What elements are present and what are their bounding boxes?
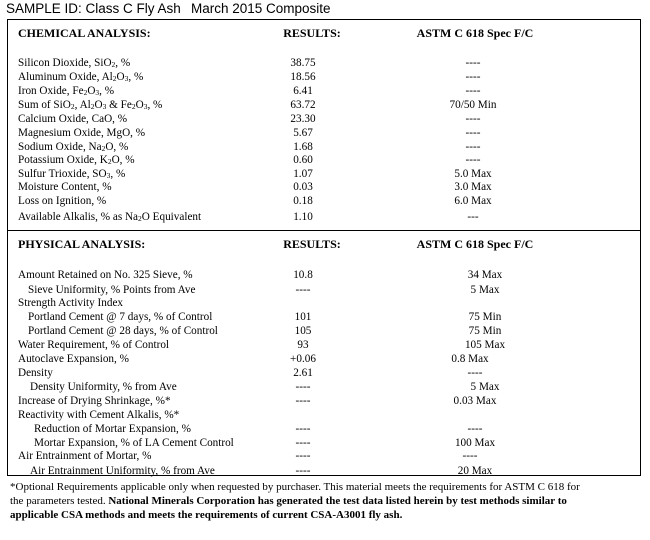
physical-row-label: Strength Activity Index bbox=[18, 297, 124, 309]
chemical-row-label bbox=[18, 168, 125, 181]
physical-row-label: Reactivity with Cement Alkalis, %* bbox=[18, 409, 180, 421]
footnote-line-2 bbox=[10, 494, 640, 508]
label-text: Loss on Ignition, % bbox=[18, 195, 107, 207]
physical-row-result: ---- bbox=[295, 465, 311, 477]
physical-row-label: Sieve Uniformity, % Points from Ave bbox=[28, 284, 196, 296]
label-text: Potassium Oxide, K bbox=[18, 154, 108, 166]
label-text: , % bbox=[115, 57, 131, 69]
physical-row-result: 10.8 bbox=[293, 269, 313, 281]
formula-subscript: 3 bbox=[124, 74, 129, 83]
formula-subscript: 2 bbox=[112, 74, 117, 83]
formula-subscript: 3 bbox=[143, 102, 148, 111]
footnote-line-2-normal: the parameters tested. bbox=[10, 495, 109, 507]
physical-analysis-title: PHYSICAL ANALYSIS: bbox=[18, 237, 146, 251]
physical-row-spec: 105 Max bbox=[464, 339, 506, 351]
chemical-row-label bbox=[18, 57, 130, 70]
physical-row-spec: 5 Max bbox=[470, 381, 500, 393]
physical-row-label: Portland Cement @ 7 days, % of Control bbox=[28, 311, 213, 323]
physical-row-spec: ---- bbox=[462, 450, 478, 462]
physical-row-spec: ---- bbox=[467, 367, 483, 379]
label-text: O bbox=[135, 99, 144, 111]
physical-row-spec: 0.8 Max bbox=[451, 353, 489, 365]
physical-row-result: ---- bbox=[295, 437, 311, 449]
chemical-row-spec: 5.0 Max bbox=[454, 168, 492, 180]
chemical-row-result: 63.72 bbox=[290, 99, 316, 111]
label-text: O, % bbox=[111, 154, 135, 166]
physical-row-result: 93 bbox=[297, 339, 309, 351]
physical-row-label: Portland Cement @ 28 days, % of Control bbox=[28, 325, 218, 337]
footnote-line-3: applicable CSA methods and meets the requirements of current CSA-A3001 fly ash. bbox=[10, 509, 403, 521]
label-text: , Al bbox=[74, 99, 91, 111]
label-text: , % bbox=[110, 168, 126, 180]
physical-row-result: 2.61 bbox=[293, 367, 313, 379]
sample-id: SAMPLE ID: Class C Fly Ash bbox=[6, 1, 181, 16]
physical-row-result: ---- bbox=[295, 381, 311, 393]
chemical-row-result: 0.60 bbox=[293, 154, 313, 166]
physical-row-result: +0.06 bbox=[290, 353, 316, 365]
chemical-results-header: RESULTS: bbox=[283, 26, 341, 40]
chemical-row-spec: ---- bbox=[465, 85, 481, 97]
physical-row-result: ---- bbox=[295, 450, 311, 462]
chemical-row-result: 1.10 bbox=[293, 211, 313, 223]
chemical-row-label bbox=[18, 99, 162, 112]
formula-subscript: 2 bbox=[131, 102, 136, 111]
physical-row-label: Autoclave Expansion, % bbox=[18, 353, 129, 365]
formula-subscript: 3 bbox=[106, 171, 111, 180]
chemical-row-result: 23.30 bbox=[290, 113, 316, 125]
physical-row-label: Amount Retained on No. 325 Sieve, % bbox=[18, 269, 193, 281]
label-text: Iron Oxide, Fe bbox=[18, 85, 84, 97]
label-text: O bbox=[116, 71, 125, 83]
formula-subscript: 2 bbox=[101, 144, 106, 153]
physical-row-label: Density Uniformity, % from Ave bbox=[30, 381, 177, 393]
physical-row-result: 105 bbox=[294, 325, 312, 337]
label-text: Sulfur Trioxide, SO bbox=[18, 168, 107, 180]
label-text: Aluminum Oxide, Al bbox=[18, 71, 113, 83]
chemical-row-label bbox=[18, 71, 143, 84]
physical-row-spec: 34 Max bbox=[467, 269, 503, 281]
chemical-row-spec: 70/50 Min bbox=[449, 99, 497, 111]
formula-subscript: 2 bbox=[90, 102, 95, 111]
report-header bbox=[6, 1, 331, 16]
footnote-line-2-bold: National Minerals Corporation has generated the test data listed herein by test methods similar to bbox=[108, 495, 567, 507]
label-text: O bbox=[94, 99, 103, 111]
label-text: Sum of SiO bbox=[18, 99, 71, 111]
label-text: O, % bbox=[105, 141, 129, 153]
label-text: , % bbox=[147, 99, 163, 111]
formula-subscript: 3 bbox=[95, 88, 100, 97]
label-text: Moisture Content, % bbox=[18, 181, 112, 193]
chemical-row-result: 5.67 bbox=[293, 127, 313, 139]
chemical-row-result: 38.75 bbox=[290, 57, 316, 69]
chemical-row-spec: ---- bbox=[465, 57, 481, 69]
chemical-row-result: 0.03 bbox=[293, 181, 313, 193]
footnote-line-1: *Optional Requirements applicable only when requested by purchaser. This material meets the requirements for ASTM C 618 for bbox=[10, 481, 580, 493]
chemical-row-spec: ---- bbox=[465, 113, 481, 125]
physical-row-spec: 75 Min bbox=[468, 311, 502, 323]
chemical-row-label bbox=[18, 127, 145, 140]
physical-row-spec: 5 Max bbox=[470, 284, 500, 296]
report-date: March 2015 Composite bbox=[191, 1, 331, 16]
physical-row-label: Density bbox=[18, 367, 53, 379]
chemical-row-spec: 6.0 Max bbox=[454, 195, 492, 207]
physical-row-result: ---- bbox=[295, 395, 311, 407]
physical-row-label: Air Entrainment Uniformity, % from Ave bbox=[30, 465, 215, 477]
chemical-row-label bbox=[18, 113, 127, 126]
chemical-row-label bbox=[18, 211, 201, 224]
chemical-spec-header: ASTM C 618 Spec F/C bbox=[416, 26, 534, 40]
formula-subscript: 2 bbox=[107, 157, 112, 166]
chemical-row-result: 1.07 bbox=[293, 168, 313, 180]
chemical-row-label bbox=[18, 85, 114, 98]
label-text: , % bbox=[128, 71, 144, 83]
formula-subscript: 2 bbox=[70, 102, 75, 111]
section-divider bbox=[7, 230, 641, 231]
physical-spec-header: ASTM C 618 Spec F/C bbox=[416, 237, 534, 251]
physical-row-label: Air Entrainment of Mortar, % bbox=[18, 450, 152, 462]
physical-results-header: RESULTS: bbox=[283, 237, 341, 251]
physical-row-spec: 20 Max bbox=[457, 465, 493, 477]
chemical-row-spec: --- bbox=[467, 211, 479, 223]
chemical-row-spec: ---- bbox=[465, 141, 481, 153]
label-text: Magnesium Oxide, MgO, % bbox=[18, 127, 146, 139]
chemical-row-result: 6.41 bbox=[293, 85, 313, 97]
chemical-row-spec: ---- bbox=[465, 71, 481, 83]
formula-subscript: 2 bbox=[83, 88, 88, 97]
formula-subscript: 3 bbox=[102, 102, 107, 111]
formula-subscript: 2 bbox=[138, 214, 142, 223]
chemical-row-label bbox=[18, 195, 106, 208]
physical-row-spec: 75 Min bbox=[468, 325, 502, 337]
label-text: O Equivalent bbox=[141, 211, 202, 223]
label-text: , % bbox=[99, 85, 115, 97]
chemical-row-label bbox=[18, 154, 135, 167]
physical-row-spec: 100 Max bbox=[454, 437, 496, 449]
physical-row-result: ---- bbox=[295, 284, 311, 296]
physical-row-label: Increase of Drying Shrinkage, %* bbox=[18, 395, 171, 407]
physical-row-spec: ---- bbox=[467, 423, 483, 435]
chemical-row-result: 18.56 bbox=[290, 71, 316, 83]
formula-subscript: 2 bbox=[111, 60, 116, 69]
label-text: Sodium Oxide, Na bbox=[18, 141, 102, 153]
label-text: Available Alkalis, % as Na bbox=[18, 211, 139, 223]
chemical-row-spec: ---- bbox=[465, 154, 481, 166]
chemical-row-label bbox=[18, 181, 112, 194]
chemical-row-result: 0.18 bbox=[293, 195, 313, 207]
label-text: Silicon Dioxide, SiO bbox=[18, 57, 112, 69]
physical-row-result: ---- bbox=[295, 423, 311, 435]
label-text: O bbox=[87, 85, 96, 97]
chemical-row-label bbox=[18, 141, 128, 154]
physical-row-result: 101 bbox=[294, 311, 312, 323]
physical-row-spec: 0.03 Max bbox=[453, 395, 497, 407]
chemical-row-result: 1.68 bbox=[293, 141, 313, 153]
chemical-analysis-title: CHEMICAL ANALYSIS: bbox=[18, 26, 151, 40]
chemical-row-spec: 3.0 Max bbox=[454, 181, 492, 193]
physical-row-label: Mortar Expansion, % of LA Cement Control bbox=[34, 437, 234, 449]
physical-row-label: Reduction of Mortar Expansion, % bbox=[34, 423, 191, 435]
label-text: Calcium Oxide, CaO, % bbox=[18, 113, 128, 125]
label-text: & Fe bbox=[106, 99, 132, 111]
chemical-row-spec: ---- bbox=[465, 127, 481, 139]
physical-row-label: Water Requirement, % of Control bbox=[18, 339, 170, 351]
